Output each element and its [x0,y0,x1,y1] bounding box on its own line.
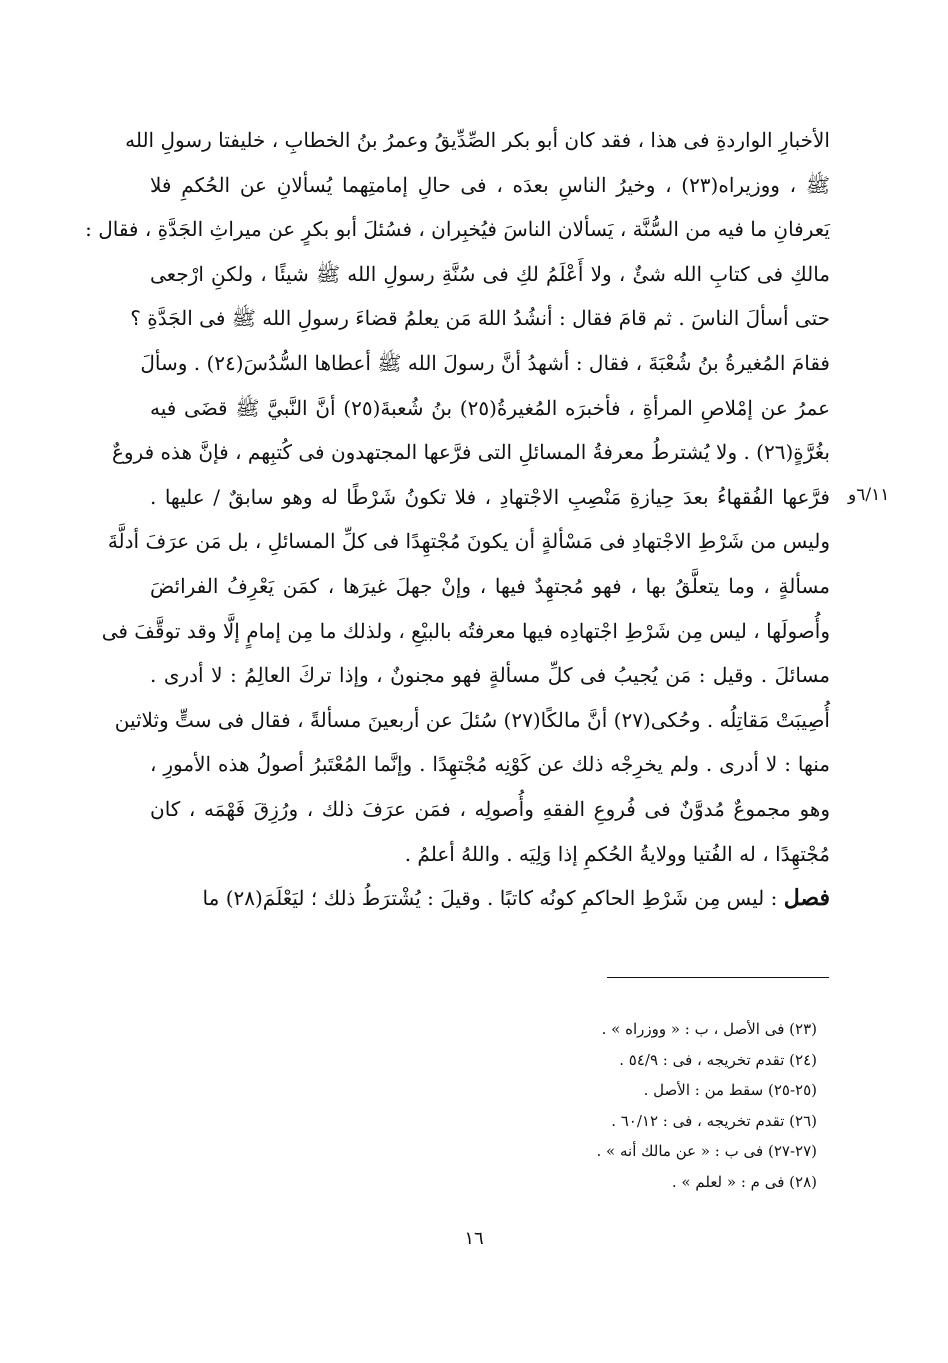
fasl-line [150,876,830,921]
text-line: الأخبارِ الواردةِ فى هذا ، فقد كان أبو بكر الصِّدِّيقُ وعمرُ بنُ الخطابِ ، خليفتا رسولِ الله [125,128,830,152]
text-line: أُصِيبَتْ مَقاتِلُه . وحُكى(٢٧) أنَّ مالكًا(٢٧) سُئلَ عن أربعينَ مسألةً ، فقال فى ستٍّ وثلاثين [114,707,830,732]
text-line: مسألةٍ ، وما يتعلَّقُ بها ، فهو مُجتهِدٌ فيها ، وإنْ جهلَ غيرَها ، كمَن يَعْرِفُ الفرائضَ [150,573,830,598]
footnote-divider [607,977,829,978]
text-line: يَعرفانِ ما فيه من السُّنَّة ، يَسألان الناسَ فيُخبِران ، فسُئلَ أبو بكرٍ عن ميراثِ الجَدَّةِ ، فقال : [85,217,830,242]
text-line: بغُرَّةٍ(٢٦) . ولا يُشترطُ معرفةُ المسائلِ التى فرَّعها المجتهدون فى كُتبِهم ، فإنَّ هذه فروعٌ [111,440,830,465]
main-text-block [85,118,831,921]
text-line: فقامَ المُغيرةُ بنُ شُعْبَةَ ، فقال : أشهدُ أنَّ رسولَ الله ﷺ أعطاها السُّدُسَ(٢٤) . وسألَ [140,350,830,375]
footnotes-block [440,1014,817,1197]
footnote: (٢٧-٢٧) فى ب : « عن مالك أنه » . [596,1142,817,1160]
text-line: وأُصولَها ، ليس مِن شَرْطِ اجْتهادِه فيها معرفتُه بالبيْعِ ، ولذلك ما مِن إمامٍ إلَّا وقد توقَّفَ فى [101,618,830,643]
text-line: وهو مجموعٌ مُدوَّنٌ فى فُروعِ الفقهِ وأُصولِه ، فمَن عرَفَ ذلك ، ورُزِقَ فَهْمَه ، كان [150,796,830,821]
page-number: ١٦ [464,1228,484,1249]
text-line: مُجْتهِدًا ، له الفُتيا وولايةُ الحُكمِ إذا وَلِيَه . واللهُ أعلمُ . [404,841,830,866]
text-line: ﷺ ، ووزيراه(٢٣) ، وخيرُ الناسِ بعدَه ، فى حالِ إمامتِهما يُسألانِ عن الحُكمِ فلا [150,172,830,197]
folio-margin-note: ٦/١١و [848,485,890,505]
text-line: منها : لا أدرى . ولم يخرِجْه ذلك عن كَوْنِه مُجْتهِدًا . وإنَّما المُعْتَبرُ أصولُ هذه الأمورِ ، [150,752,830,777]
text-line: فرَّعها الفُقهاءُ بعدَ حِيازةِ مَنْصِبِ الاجْتهادِ ، فلا تكونُ شَرْطًا له وهو سابقٌ / عليها . [150,484,830,509]
footnote: (٢٦) تقدم تخريجه ، فى : ٦٠/١٢ . [611,1111,817,1130]
footnote: (٢٨) فى م : « لعلم » . [671,1172,817,1191]
footnote: (٢٣) فى الأصل ، ب : « ووزراه » . [601,1020,817,1038]
fasl-text: : ليس مِن شَرْطِ الحاكمِ كونُه كاتبًا . وقيلَ : يُشْترَطُ ذلك ؛ ليَعْلَمَ(٢٨) ما [202,886,778,911]
footnote: (٢٤) تقدم تخريجه ، فى : ٥٤/٩ . [619,1050,817,1069]
text-line: وليس من شَرْطِ الاجْتهادِ فى مَسْألةٍ أن يكونَ مُجْتهِدًا فى كلِّ المسائلِ ، بل مَن عرَفَ أدلَّةَ [107,529,830,554]
footnote: (٢٥-٢٥) سقط من : الأصل . [643,1081,817,1099]
text-line: عمرُ عن إمْلاصِ المرأةِ ، فأخبرَه المُغيرةُ(٢٥) بنُ شُعبةَ(٢٥) أنَّ النَّبيَّ ﷺ قضَى فيه [150,395,831,420]
text-line: حتى أسألَ الناسَ . ثم قامَ فقال : أنشُدُ اللهَ مَن يعلمُ قضاءَ رسولِ الله ﷺ فى الجَدَّةِ ؟ [130,306,830,331]
text-line: مالكِ فى كتابِ الله شئٌ ، ولا أَعْلَمُ لكِ فى سُنَّةِ رسولِ الله ﷺ شيئًا ، ولكنِ ارْجعى [150,261,830,286]
section-heading-fasl: فصل [783,885,830,912]
text-line: مسائلَ . وقيل : مَن يُجيبُ فى كلِّ مسألةٍ فهو مجنونٌ ، وإذا تركَ العالِمُ : لا أدرى . [150,663,830,688]
